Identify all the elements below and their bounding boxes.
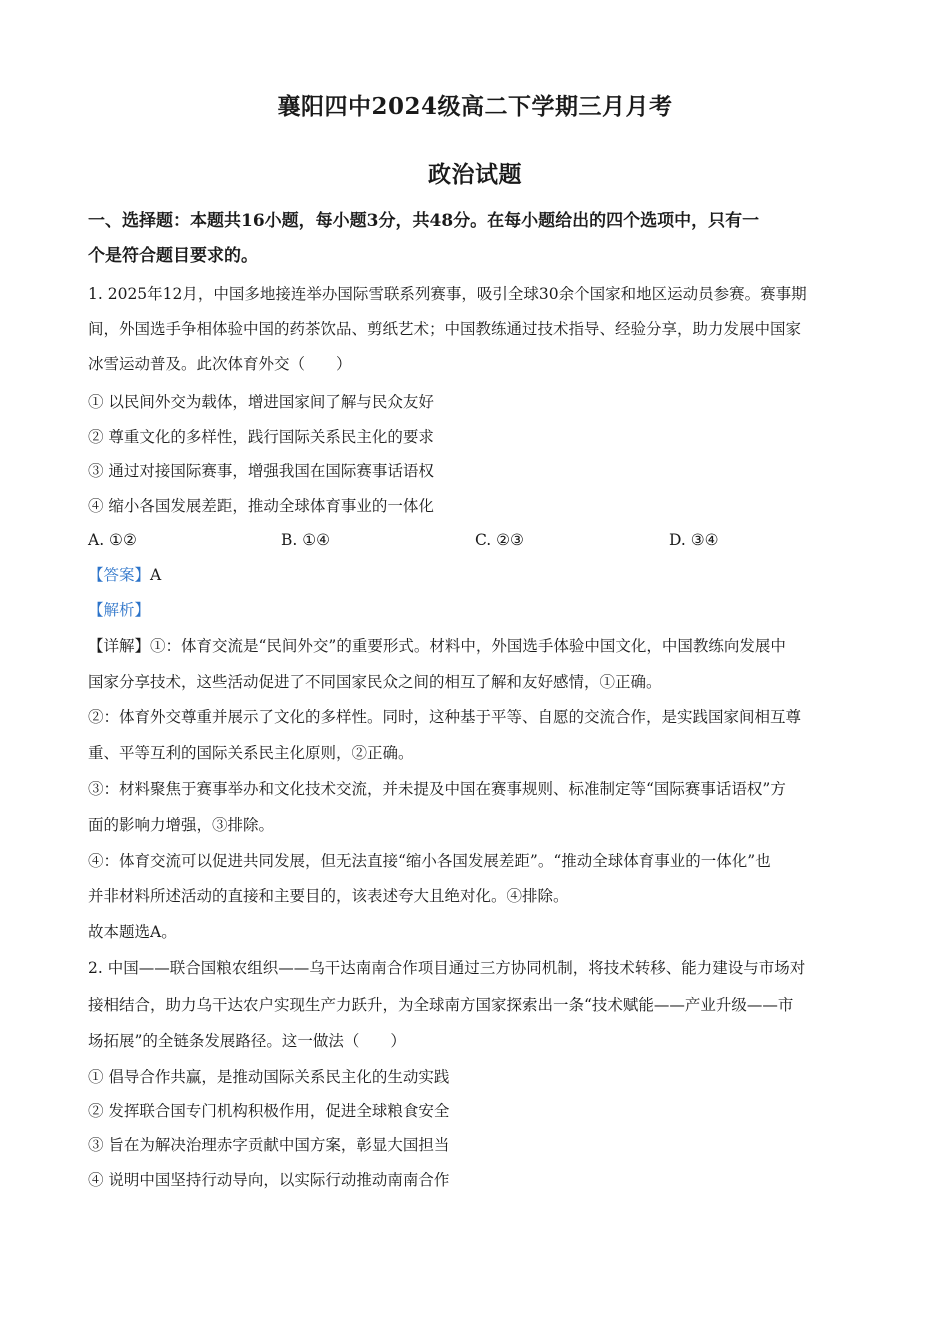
q1-detail-line-2: 国家分享技术，这些活动促进了不同国家民众之间的相互了解和友好感情，①正确。: [88, 673, 662, 691]
q1-item-1: ① 以民间外交为载体，增进国家间了解与民众友好: [88, 393, 434, 411]
q2-stem-line-1: 2. 中国——联合国粮农组织——乌干达南南合作项目通过三方协同机制，将技术转移、能力建设与市场对: [88, 959, 806, 977]
section-heading-line-1: 一、选择题：本题共16小题，每小题3分，共48分。在每小题给出的四个选项中，只有一: [88, 211, 760, 231]
exam-subtitle: 政治试题: [428, 161, 522, 188]
q1-item-3: ③ 通过对接国际赛事，增强我国在国际赛事话语权: [88, 462, 434, 480]
q1-detail-line-1: 【详解】①：体育交流是“民间外交”的重要形式。材料中，外国选手体验中国文化，中国教练向发展中: [88, 637, 786, 655]
exam-title: 襄阳四中2024级高二下学期三月月考: [277, 93, 673, 120]
q1-stem-line-2: 间，外国选手争相体验中国的药茶饮品、剪纸艺术；中国教练通过技术指导、经验分享，助力发展中国家: [88, 320, 802, 338]
q1-detail-line-8: 并非材料所述活动的直接和主要目的，该表述夸大且绝对化。④排除。: [88, 887, 569, 905]
q1-stem-line-1: 1. 2025年12月，中国多地接连举办国际雪联系列赛事，吸引全球30余个国家和地区运动员参赛。赛事期: [88, 285, 807, 303]
q1-detail-line-5: ③：材料聚焦于赛事举办和文化技术交流，并未提及中国在赛事规则、标准制定等“国际赛事话语权”方: [88, 780, 786, 798]
q2-item-3: ③ 旨在为解决治理赤字贡献中国方案，彰显大国担当: [88, 1136, 450, 1154]
q1-detail-line-3: ②：体育外交尊重并展示了文化的多样性。同时，这种基于平等、自愿的交流合作，是实践国家间相互尊: [88, 708, 802, 726]
q2-item-1: ① 倡导合作共赢，是推动国际关系民主化的生动实践: [88, 1068, 450, 1086]
q1-stem-line-3: 冰雪运动普及。此次体育外交（ ）: [88, 355, 352, 373]
q1-detail-line-4: 重、平等互利的国际关系民主化原则，②正确。: [88, 744, 414, 762]
q2-stem-line-3: 场拓展”的全链条发展路径。这一做法（ ）: [88, 1032, 406, 1050]
q1-option-d: D. ③④: [669, 531, 719, 549]
answer-label: 【答案】: [88, 566, 151, 584]
answer-value: A: [150, 566, 162, 584]
q1-answer: [88, 565, 868, 585]
q1-option-b: B. ①④: [281, 531, 331, 549]
q1-detail-line-7: ④：体育交流可以促进共同发展，但无法直接“缩小各国发展差距”。“推动全球体育事业的一体化”也: [88, 852, 771, 870]
q1-detail-line-6: 面的影响力增强，③排除。: [88, 816, 275, 834]
q1-detail-line-9: 故本题选A。: [88, 923, 177, 941]
q1-option-c: C. ②③: [475, 531, 524, 549]
section-heading-line-2: 个是符合题目要求的。: [88, 246, 258, 266]
q2-item-2: ② 发挥联合国专门机构积极作用，促进全球粮食安全: [88, 1102, 450, 1120]
q2-stem-line-2: 接相结合，助力乌干达农户实现生产力跃升，为全球南方国家探索出一条“技术赋能——产业升级——市: [88, 996, 794, 1014]
q1-option-a: A. ①②: [88, 531, 137, 549]
q1-analysis-label: 【解析】: [88, 601, 151, 619]
q1-item-2: ② 尊重文化的多样性，践行国际关系民主化的要求: [88, 428, 434, 446]
q2-item-4: ④ 说明中国坚持行动导向，以实际行动推动南南合作: [88, 1171, 450, 1189]
q1-item-4: ④ 缩小各国发展差距，推动全球体育事业的一体化: [88, 497, 434, 515]
